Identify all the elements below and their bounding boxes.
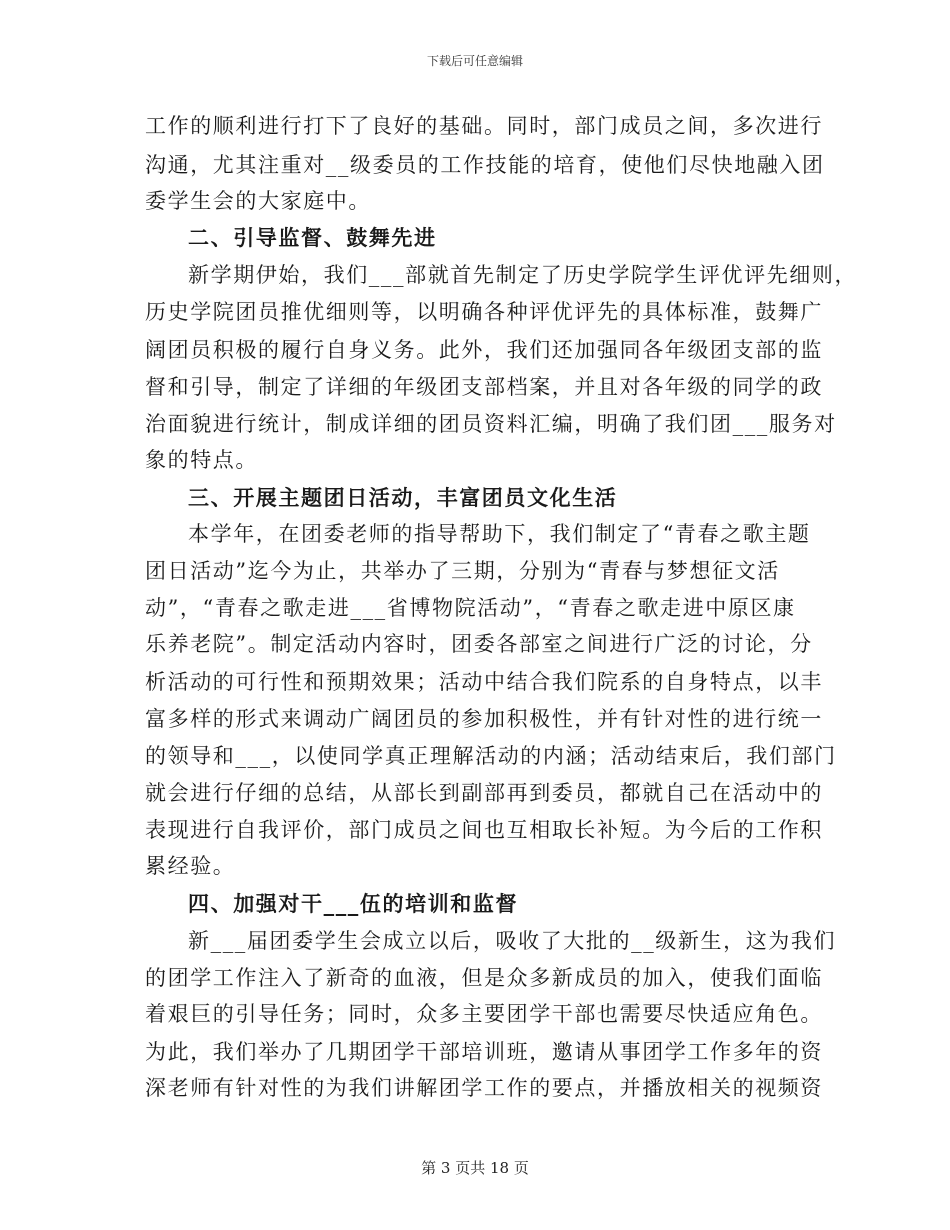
page-header: 下载后可任意编辑 (426, 54, 523, 68)
paragraph-line: 累经验。 (145, 854, 236, 878)
paragraph-line: 沟通，尤其注重对__级委员的工作技能的培育，使他们尽快地融入团 (145, 153, 825, 177)
paragraph-line: 的团学工作注入了新奇的血液，但是众多新成员的加入，使我们面临 (145, 966, 823, 990)
paragraph-line: 的领导和___，以使同学真正理解活动的内涵；活动结束后，我们部门 (145, 744, 837, 768)
paragraph-line: 团日活动”迄今为止，共举办了三期，分别为“青春与梦想征文活 (145, 559, 780, 583)
page-number-footer: 第 3 页共 18 页 (421, 1159, 529, 1177)
paragraph-line: 阔团员积极的履行自身义务。此外，我们还加强同各年级团支部的监 (145, 338, 823, 362)
paragraph-line: 督和引导，制定了详细的年级团支部档案，并且对各年级的同学的政 (145, 375, 823, 399)
paragraph-line: 富多样的形式来调动广阔团员的参加积极性，并有针对性的进行统一 (145, 707, 823, 731)
section-heading-3: 三、开展主题团日活动，丰富团员文化生活 (188, 486, 618, 510)
paragraph-line: 新___届团委学生会成立以后，吸收了大批的__级新生，这为我们 (188, 929, 837, 953)
paragraph-line: 深老师有针对性的为我们讲解团学工作的要点，并播放相关的视频资 (145, 1076, 823, 1100)
paragraph-line: 表现进行自我评价，部门成员之间也互相取长补短。为今后的工作积 (145, 818, 823, 842)
paragraph-line: 为此，我们举办了几期团学干部培训班，邀请从事团学工作多年的资 (145, 1040, 823, 1064)
paragraph-line: 就会进行仔细的总结，从部长到副部再到委员，都就自己在活动中的 (145, 781, 823, 805)
paragraph-line: 乐养老院”。制定活动内容时，团委各部室之间进行广泛的讨论，分 (145, 632, 813, 656)
paragraph-line: 象的特点。 (145, 448, 258, 472)
paragraph-line: 本学年，在团委老师的指导帮助下，我们制定了“青春之歌主题 (188, 522, 811, 546)
paragraph-line: 治面貌进行统计，制成详细的团员资料汇编，明确了我们团___服务对 (145, 412, 837, 436)
paragraph-line: 新学期伊始，我们___部就首先制定了历史学院学生评优评先细则， (188, 263, 858, 287)
section-heading-2: 二、引导监督、鼓舞先进 (188, 226, 437, 250)
paragraph-line: 历史学院团员推优细则等，以明确各种评优评先的具体标准，鼓舞广 (145, 300, 823, 324)
paragraph-line: 析活动的可行性和预期效果；活动中结合我们院系的自身特点，以丰 (145, 670, 823, 694)
section-heading-4: 四、加强对干___伍的培训和监督 (188, 892, 519, 916)
paragraph-line: 工作的顺利进行打下了良好的基础。同时，部门成员之间，多次进行 (145, 114, 823, 138)
paragraph-line: 动”，“青春之歌走进___省博物院活动”，“青春之歌走进中原区康 (145, 596, 796, 620)
paragraph-line: 着艰巨的引导任务；同时，众多主要团学干部也需要尽快适应角色。 (145, 1002, 823, 1026)
paragraph-line: 委学生会的大家庭中。 (145, 189, 371, 213)
